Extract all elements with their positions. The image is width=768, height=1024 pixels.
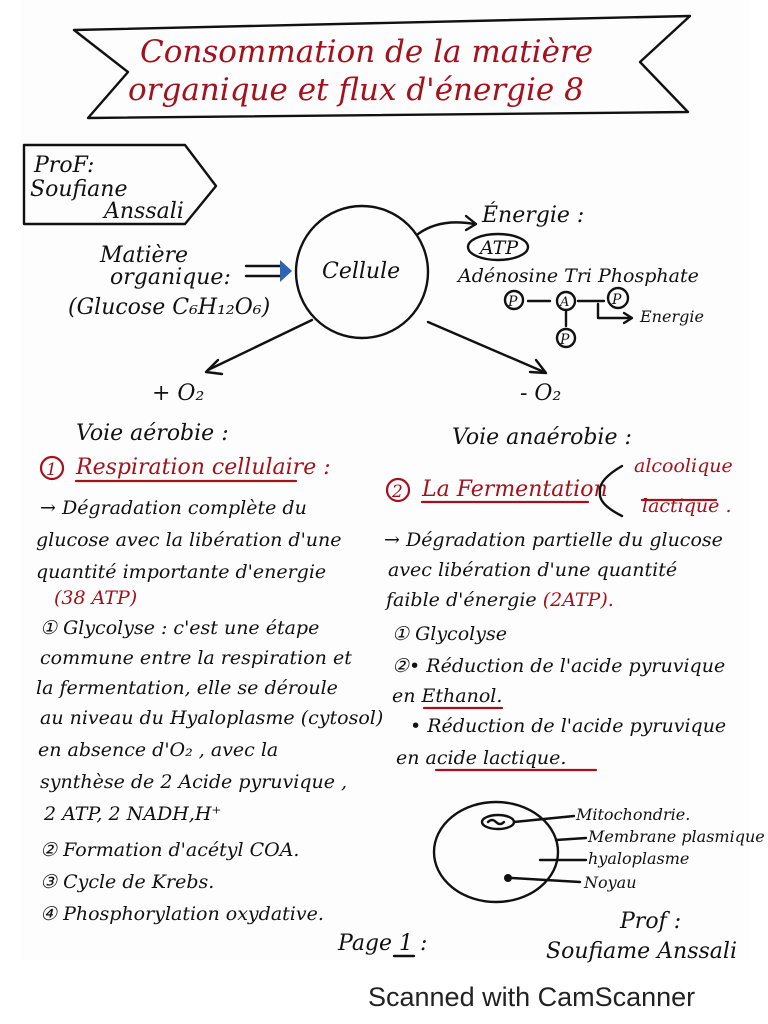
camscanner-footer: Scanned with CamScanner [368, 982, 696, 1012]
cell-label: Cellule [322, 259, 401, 284]
aerobic-line-3: quantité importante d'energie [36, 561, 327, 583]
author-first: Soufiane [30, 177, 128, 202]
aerobic-line-1: → Dégradation complète du [40, 497, 307, 519]
input-line2: organique: [110, 265, 231, 290]
aerobic-step-num: 1 [46, 460, 57, 480]
title-line2: organique et flux d'énergie 8 [128, 72, 584, 108]
anaerobic-item-2: ②• Réduction de l'acide pyruvique [392, 655, 726, 677]
phosphate-right: P [612, 292, 622, 308]
minus-o2: - O₂ [520, 381, 562, 406]
atp-fullname: Adénosine Tri Phosphate [458, 265, 699, 287]
glyco-line-2: commune entre la respiration et [40, 647, 352, 669]
aerobic-step-3: ③ Cycle de Krebs. [40, 871, 215, 893]
fermentation-branch-1: alcoolique [634, 455, 733, 477]
phosphate-bottom: P [560, 332, 570, 348]
atp-badge: ATP [480, 237, 519, 259]
label-hyaloplasme: hyaloplasme [588, 849, 690, 868]
glyco-line-5: en absence d'O₂ , avec la [38, 739, 279, 761]
signature-prof: Prof : [620, 909, 682, 934]
anaerobic-line-3-text: faible d'énergie [386, 589, 543, 611]
aerobic-line-2: glucose avec la libération d'une [36, 529, 342, 551]
anaerobic-step-num: 2 [392, 482, 403, 502]
anaerobic-item-4: • Réduction de l'acide pyruvique [410, 715, 727, 737]
glyco-line-7: 2 ATP, 2 NADH,H⁺ [44, 803, 222, 825]
anaerobic-line-1: → Dégradation partielle du glucose [384, 529, 723, 551]
anaerobic-item-5: en acide lactique. [396, 747, 567, 769]
anaerobic-item-3: en Ethanol. [392, 685, 503, 707]
glyco-line-3: la fermentation, elle se déroule [36, 677, 338, 699]
aerobic-heading: Voie aérobie : [76, 421, 229, 446]
aerobic-step-4: ④ Phosphorylation oxydative. [40, 903, 324, 925]
anaerobic-item-1: ① Glycolyse [392, 623, 507, 645]
anaerobic-atp: (2ATP). [542, 589, 614, 611]
label-noyau: Noyau [584, 873, 637, 892]
glyco-line-1: ① Glycolyse : c'est une étape [40, 617, 320, 639]
fermentation-branch-2: lactique . [642, 495, 732, 517]
aerobic-atp: (38 ATP) [54, 587, 138, 609]
aerobic-step-title: Respiration cellulaire : [76, 455, 331, 480]
energy-label: Énergie : [482, 203, 585, 228]
energie-small: Energie [640, 307, 704, 326]
input-line3: (Glucose C₆H₁₂O₆) [68, 295, 271, 320]
adenosine: A [560, 295, 570, 310]
aerobic-step-2: ② Formation d'acétyl COA. [40, 839, 300, 861]
anaerobic-line-3 [384, 589, 614, 611]
page-label: Page 1 : [338, 931, 428, 956]
input-line1: Matière [100, 243, 189, 268]
author-prof: ProF: [34, 153, 95, 178]
author-last: Anssali [104, 199, 184, 224]
title-line1: Consommation de la matière [140, 34, 594, 70]
anaerobic-line-2: avec libération d'une quantité [388, 559, 678, 581]
glyco-line-6: synthèse de 2 Acide pyruvique , [40, 771, 348, 793]
glyco-line-4: au niveau du Hyaloplasme (cytosol) [40, 707, 384, 729]
label-membrane: Membrane plasmique [588, 827, 765, 846]
signature-name: Soufiame Anssali [546, 939, 737, 964]
label-mitochondrie: Mitochondrie. [576, 805, 691, 824]
anaerobic-heading: Voie anaérobie : [452, 425, 632, 450]
phosphate-left: P [508, 294, 518, 310]
plus-o2: + O₂ [152, 381, 205, 406]
anaerobic-step-title: La Fermentation [422, 477, 608, 502]
